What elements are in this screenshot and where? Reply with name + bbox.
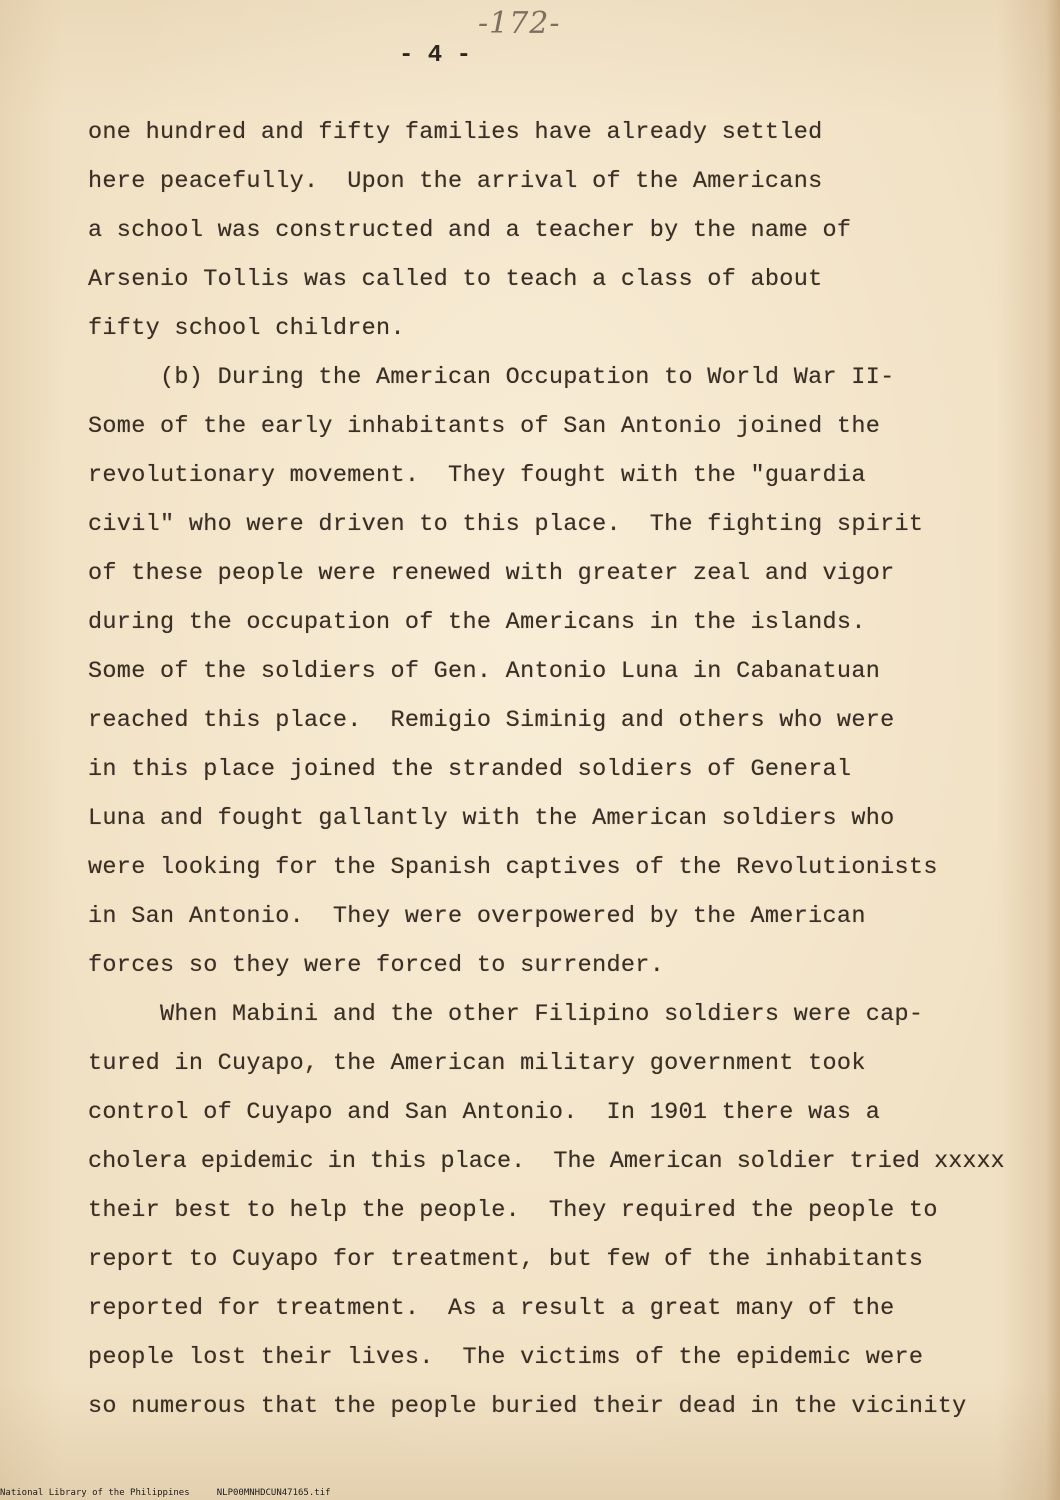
text-line: Luna and fought gallantly with the American soldiers who <box>88 805 895 832</box>
text-line: of these people were renewed with greater zeal and vigor <box>88 560 895 587</box>
text-line: here peacefully. Upon the arrival of the Americans <box>88 168 823 195</box>
text-line: a school was constructed and a teacher by the name of <box>88 217 852 244</box>
page-number: - 4 - <box>398 42 471 69</box>
text-line: control of Cuyapo and San Antonio. In 1901 there was a <box>88 1099 881 1126</box>
text-line: tured in Cuyapo, the American military government took <box>88 1050 866 1077</box>
text-line: in San Antonio. They were overpowered by the American <box>88 903 866 930</box>
text-line: report to Cuyapo for treatment, but few of the inhabitants <box>88 1246 924 1273</box>
text-line: Some of the soldiers of Gen. Antonio Luna in Cabanatuan <box>88 658 881 685</box>
text-line: forces so they were forced to surrender. <box>88 952 665 979</box>
paper-edge <box>1046 0 1060 1500</box>
text-line: during the occupation of the Americans in the islands. <box>88 609 866 636</box>
text-line: cholera epidemic in this place. The American soldier tried xxxxx <box>88 1148 1005 1175</box>
text-line: civil" who were driven to this place. The fighting spirit <box>88 511 924 538</box>
text-line: (b) During the American Occupation to World War II- <box>160 364 895 391</box>
text-line: reached this place. Remigio Siminig and others who were <box>88 707 895 734</box>
text-line: Some of the early inhabitants of San Antonio joined the <box>88 413 881 440</box>
text-line: people lost their lives. The victims of the epidemic were <box>88 1344 924 1371</box>
text-line: were looking for the Spanish captives of the Revolutionists <box>88 854 938 881</box>
text-line: Arsenio Tollis was called to teach a class of about <box>88 266 823 293</box>
text-line: so numerous that the people buried their dead in the vicinity <box>88 1393 967 1420</box>
text-line: their best to help the people. They required the people to <box>88 1197 938 1224</box>
text-line: When Mabini and the other Filipino soldiers were cap- <box>160 1001 924 1028</box>
text-line: one hundred and fifty families have already settled <box>88 119 823 146</box>
text-line: revolutionary movement. They fought with the "guardia <box>88 462 866 489</box>
handwritten-page-number: -172- <box>478 6 561 41</box>
text-line: reported for treatment. As a result a great many of the <box>88 1295 895 1322</box>
text-line: in this place joined the stranded soldiers of General <box>88 756 852 783</box>
text-line: fifty school children. <box>88 315 405 342</box>
archive-footer: National Library of the Philippines NLP00MNHDCUN47165.tif <box>0 1488 331 1498</box>
